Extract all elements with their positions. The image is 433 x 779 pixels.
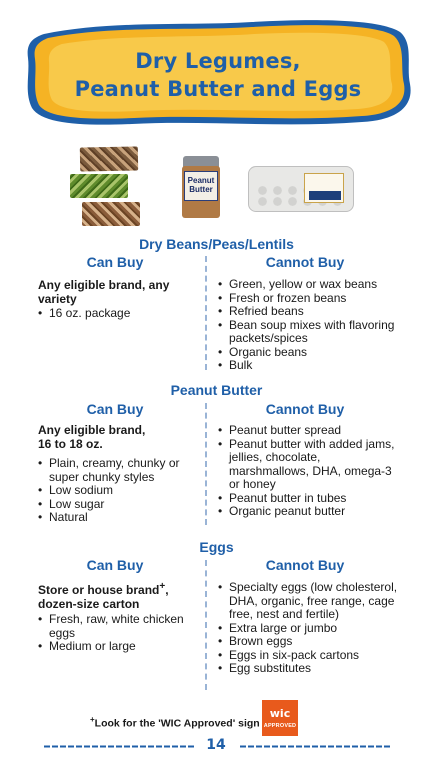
eggs-lead-text: Store or house brand xyxy=(38,583,160,597)
eggs-lead-line-1 xyxy=(38,580,198,597)
list-item: • Medium or large xyxy=(38,640,198,654)
peanut-butter-can-buy-list xyxy=(38,457,198,525)
eggs-lead-line-2: dozen-size carton xyxy=(38,597,140,611)
list-item: • Low sodium xyxy=(38,484,198,498)
beans-can-buy-heading: Can Buy xyxy=(86,254,144,270)
list-item: • Peanut butter with added jams, jellies, chocolate, marshmallows, DHA, omega-3 or honey xyxy=(218,438,398,492)
eggs-cannot-buy-list xyxy=(218,581,398,676)
section-title-eggs: Eggs xyxy=(199,539,234,555)
beans-can-buy-lead: Any eligible brand, any variety xyxy=(38,278,170,306)
section-title-beans: Dry Beans/Peas/Lentils xyxy=(139,236,294,252)
peanut-butter-lead-line-1: Any eligible brand, xyxy=(38,423,146,437)
wic-logo-text: wic xyxy=(269,707,291,720)
list-item: • Brown eggs xyxy=(218,635,398,649)
wic-approved-footnote xyxy=(90,715,260,730)
peanut-butter-can-buy-heading: Can Buy xyxy=(86,401,144,417)
eggs-can-buy-heading: Can Buy xyxy=(86,557,144,573)
page-title-line-2: Peanut Butter and Eggs xyxy=(74,77,362,101)
list-item: • Refried beans xyxy=(218,305,398,319)
list-item: • Bulk xyxy=(218,359,398,373)
lentil-package-image xyxy=(82,202,140,226)
list-item: • Green, yellow or wax beans xyxy=(218,278,398,292)
list-item: • Bean soup mixes with flavoring packets/spices xyxy=(218,319,398,346)
peanut-butter-can-buy-lead xyxy=(38,423,198,451)
list-item: • Plain, creamy, chunky or super chunky styles xyxy=(38,457,198,484)
page-number: 14 xyxy=(206,737,226,753)
eggs-cannot-buy-heading: Cannot Buy xyxy=(265,557,345,573)
beans-can-buy-list xyxy=(38,307,198,321)
list-item: • Low sugar xyxy=(38,498,198,512)
list-item: • Egg substitutes xyxy=(218,662,398,676)
eggs-lead-plus-mark: + xyxy=(159,581,166,592)
peanut-butter-cannot-buy-heading: Cannot Buy xyxy=(265,401,345,417)
footnote-plus-mark: + xyxy=(90,715,95,724)
eggs-can-buy-lead xyxy=(38,580,198,611)
wic-approved-logo xyxy=(262,700,298,736)
column-divider xyxy=(205,560,207,690)
list-item: • Fresh or frozen beans xyxy=(218,292,398,306)
egg-carton-image xyxy=(248,166,354,212)
list-item: • Peanut butter spread xyxy=(218,424,398,438)
eggs-lead-comma: , xyxy=(165,583,169,597)
jar-label xyxy=(184,171,218,201)
list-item: • Extra large or jumbo xyxy=(218,622,398,636)
wic-logo-subtext: APPROVED xyxy=(263,723,297,729)
bean-package-image xyxy=(80,146,138,171)
pea-package-image xyxy=(70,174,128,198)
jar-label-line-2: Butter xyxy=(189,185,213,194)
list-item: • Natural xyxy=(38,511,198,525)
product-images xyxy=(0,140,433,232)
peanut-butter-cannot-buy-list xyxy=(218,424,398,519)
page-title xyxy=(22,47,414,103)
list-item: • Specialty eggs (low cholesterol, DHA, organic, free range, cage free, nest and fertile) xyxy=(218,581,398,622)
column-divider xyxy=(205,403,207,525)
peanut-butter-lead-line-2: 16 to 18 oz. xyxy=(38,437,103,451)
footer-rule-right xyxy=(240,745,390,748)
peanut-butter-jar-image xyxy=(182,156,220,218)
list-item: • Organic beans xyxy=(218,346,398,360)
eggs-can-buy-list xyxy=(38,613,198,654)
footnote-text: Look for the 'WIC Approved' sign xyxy=(94,717,260,730)
list-item: • Peanut butter in tubes xyxy=(218,492,398,506)
list-item: • Eggs in six-pack cartons xyxy=(218,649,398,663)
column-divider xyxy=(205,256,207,370)
list-item: • Fresh, raw, white chicken eggs xyxy=(38,613,198,640)
jar-label-line-1: Peanut xyxy=(187,176,215,185)
header-banner xyxy=(22,14,414,130)
section-title-peanut-butter: Peanut Butter xyxy=(170,382,263,398)
beans-cannot-buy-list xyxy=(218,278,398,373)
list-item: • 16 oz. package xyxy=(38,307,198,321)
list-item: • Organic peanut butter xyxy=(218,505,398,519)
page-title-line-1: Dry Legumes, xyxy=(135,49,301,73)
beans-cannot-buy-heading: Cannot Buy xyxy=(265,254,345,270)
footer-rule-left xyxy=(44,745,194,748)
